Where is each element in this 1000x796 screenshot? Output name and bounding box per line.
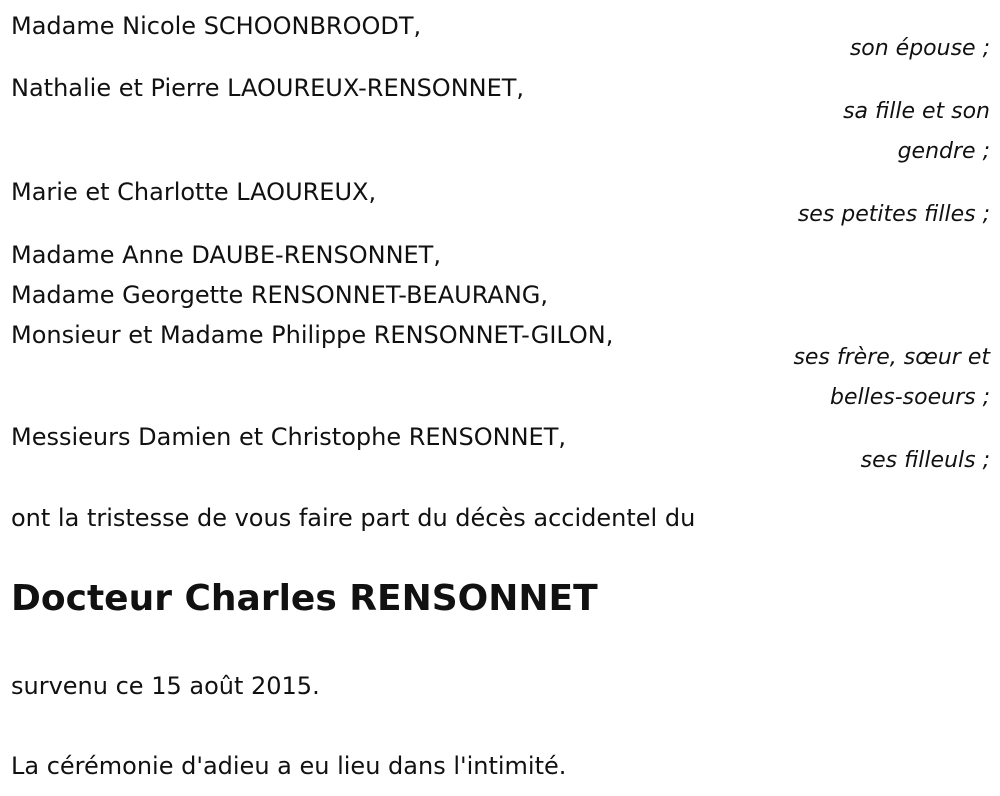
relation-label: gendre ;	[897, 139, 990, 164]
relation-label: belles-soeurs ;	[830, 385, 990, 410]
ceremony-line: La cérémonie d'adieu a eu lieu dans l'intimité.	[11, 752, 567, 780]
deceased-name: Docteur Charles RENSONNET	[11, 578, 598, 619]
relation-label: son épouse ;	[849, 36, 990, 61]
family-name-line: Marie et Charlotte LAOUREUX,	[11, 178, 377, 206]
announcement-text: ont la tristesse de vous faire part du décès accidentel du	[11, 504, 696, 532]
date-line: survenu ce 15 août 2015.	[11, 672, 320, 700]
family-name-line: Nathalie et Pierre LAOUREUX-RENSONNET,	[11, 74, 525, 102]
relation-label: ses petites filles ;	[797, 202, 990, 227]
family-name-line: Monsieur et Madame Philippe RENSONNET-GILON,	[11, 321, 614, 349]
relation-label: ses filleuls ;	[860, 448, 990, 473]
relation-label: ses frère, sœur et	[793, 345, 990, 370]
family-name-line: Madame Nicole SCHOONBROODT,	[11, 12, 422, 40]
family-name-line: Madame Georgette RENSONNET-BEAURANG,	[11, 281, 548, 309]
relation-label: sa fille et son	[843, 99, 990, 124]
family-name-line: Messieurs Damien et Christophe RENSONNET,	[11, 423, 566, 451]
family-name-line: Madame Anne DAUBE-RENSONNET,	[11, 241, 441, 269]
